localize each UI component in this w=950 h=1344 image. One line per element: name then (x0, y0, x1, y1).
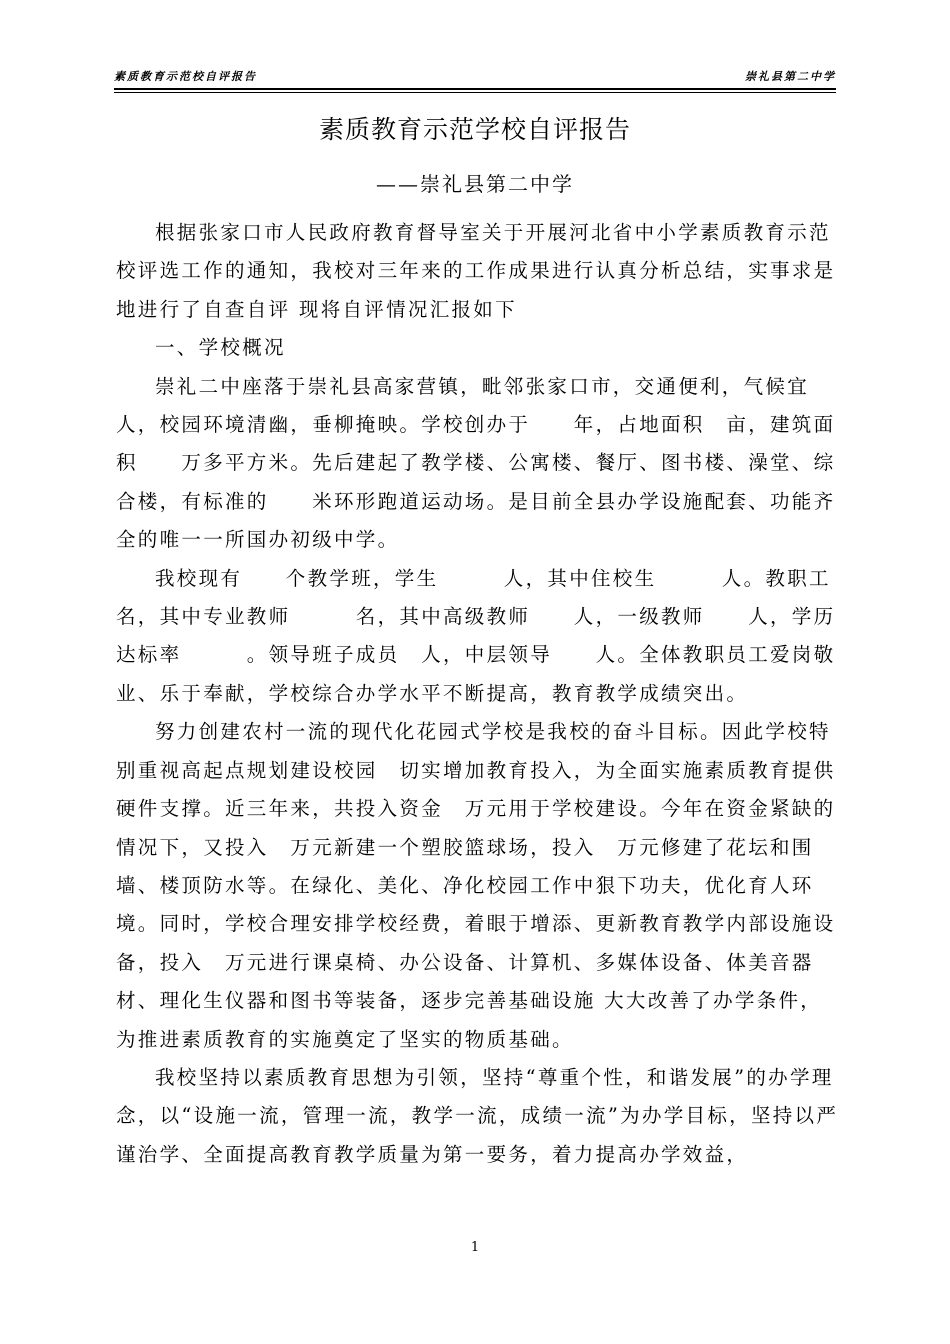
header-left-title: 素质教育示范校自评报告 (114, 70, 257, 83)
header-rule-thin (114, 92, 836, 93)
section-heading-overview: 一、学校概况 (155, 336, 286, 360)
header-rule (114, 88, 836, 90)
paragraph-philosophy: 我校坚持以素质教育思想为引领，坚持“尊重个性，和谐发展”的办学理念，以“设施一流，管理一流，教学一流，成绩一流”为办学目标，坚持以严谨治学、全面提高教育教学质量为第一要务，着力提高办学效益， (116, 1065, 839, 1166)
header-right-school: 崇礼县第二中学 (745, 70, 836, 83)
document-body (116, 214, 875, 1174)
paragraph-staff: 我校现有 个教学班，学生 人，其中住校生 人。教职工 名，其中专业教师 名，其中高级教师 人，一级教师 人，学历达标率 。领导班子成员 人，中层领导 人。全体教职员工爱岗敬业、乐于奉献，学校综合办学水平不断提高，教育教学成绩突出。 (116, 566, 875, 705)
paragraph-location: 崇礼二中座落于崇礼县高家营镇，毗邻张家口市，交通便利，气候宜人，校园环境清幽，垂柳掩映。学校创办于 年，占地面积 亩，建筑面积 万多平方米。先后建起了教学楼、公寓楼、餐厅、图书楼、澡堂、综合楼，有标准的 米环形跑道运动场。是目前全县办学设施配套、功能齐全的唯一一所国办初级中学。 (116, 374, 836, 552)
page-number: 1 (470, 1240, 480, 1255)
page-header (114, 66, 836, 88)
paragraph-intro: 根据张家口市人民政府教育督导室关于开展河北省中小学素质教育示范校评选工作的通知，我校对三年来的工作成果进行认真分析总结，实事求是地进行了自查自评 现将自评情况汇报如下 (116, 221, 836, 321)
document-subtitle: ——崇礼县第二中学 (376, 172, 574, 196)
paragraph-investment: 努力创建农村一流的现代化花园式学校是我校的奋斗目标。因此学校特别重视高起点规划建设校园 切实增加教育投入，为全面实施素质教育提供硬件支撑。近三年来，共投入资金 万元用于学校建设。今年在资金紧缺的情况下，又投入 万元新建一个塑胶篮球场，投入 万元修建了花坛和围墙、楼顶防水等。在绿化、美化、净化校园工作中狠下功夫，优化育人环境。同时，学校合理安排学校经费，着眼于增添、更新教育教学内部设施设备，投入 万元进行课桌椅、办公设备、计算机、多媒体设备、体美音器材、理化生仪器和图书等装备，逐步完善基础设施 大大改善了办学条件，为推进素质教育的实施奠定了坚实的物质基础。 (116, 720, 836, 1051)
document-title: 素质教育示范学校自评报告 (318, 115, 631, 144)
